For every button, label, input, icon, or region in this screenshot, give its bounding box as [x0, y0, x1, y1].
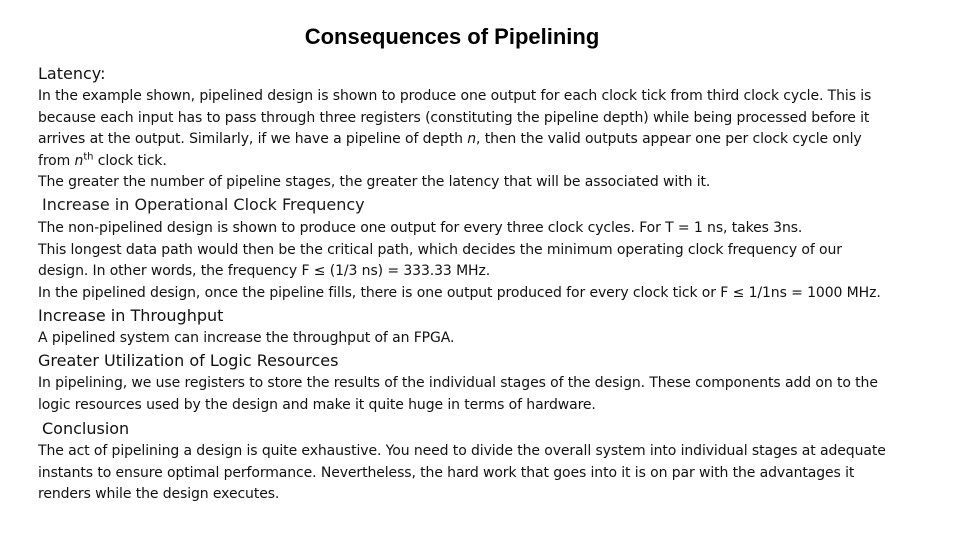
paragraph-throughput — [38, 328, 928, 350]
heading-latency: Latency: — [38, 64, 106, 83]
latency-line-3b: , then the valid outputs appear one per clock cycle only — [476, 131, 862, 147]
depth-n: n — [467, 131, 477, 147]
latency-line-3 — [38, 129, 928, 151]
utilization-line-1: In pipelining, we use registers to store the results of the individual stages of the design. These components add on to the — [38, 375, 878, 391]
slide-title: Consequences of Pipelining — [304, 24, 600, 49]
latency-line-3a: arrives at the output. Similarly, if we have a pipeline of depth — [38, 131, 463, 147]
clock-line-4: In the pipelined design, once the pipeline fills, there is one output produced for every clock tick or F ≤ 1/1ns = 1000 MHz. — [38, 284, 881, 301]
latency-line-1: In the example shown, pipelined design is shown to produce one output for each clock tick from third clock cycle. This is — [38, 88, 872, 104]
nth-sup: th — [83, 150, 94, 162]
heading-throughput: Increase in Throughput — [38, 306, 224, 325]
paragraph-clock-frequency — [38, 218, 928, 304]
latency-line-5: The greater the number of pipeline stages, the greater the latency that will be associated with it. — [38, 174, 711, 190]
conclusion-line-1: The act of pipelining a design is quite exhaustive. You need to divide the overall system into individual stages at adequate — [38, 443, 886, 459]
throughput-line-1: A pipelined system can increase the throughput of an FPGA. — [38, 330, 455, 346]
latency-line-4 — [38, 151, 928, 173]
heading-conclusion: Conclusion — [42, 419, 130, 438]
clock-line-3: design. In other words, the frequency F ≤ (1/3 ns) = 333.33 MHz. — [38, 263, 491, 279]
utilization-line-2: logic resources used by the design and make it quite huge in terms of hardware. — [38, 396, 596, 413]
nth-n: n — [74, 152, 84, 169]
heading-utilization: Greater Utilization of Logic Resources — [38, 351, 339, 370]
conclusion-line-2: instants to ensure optimal performance. Nevertheless, the hard work that goes into it is on par with the advantages it — [38, 464, 855, 481]
clock-line-1: The non-pipelined design is shown to produce one output for every three clock cycles. For T = 1 ns, takes 3ns. — [38, 220, 803, 236]
paragraph-utilization — [38, 373, 928, 416]
heading-clock-frequency: Increase in Operational Clock Frequency — [42, 195, 365, 214]
clock-line-2: This longest data path would then be the critical path, which decides the minimum operating clock frequency of our — [38, 241, 842, 258]
latency-line-2: because each input has to pass through three registers (constituting the pipeline depth) while being processed before it — [38, 109, 870, 126]
latency-line-4b: clock tick. — [93, 152, 167, 169]
conclusion-line-3: renders while the design executes. — [38, 486, 280, 502]
paragraph-conclusion — [38, 441, 928, 506]
paragraph-latency — [38, 86, 928, 194]
latency-line-4a: from — [38, 152, 75, 169]
